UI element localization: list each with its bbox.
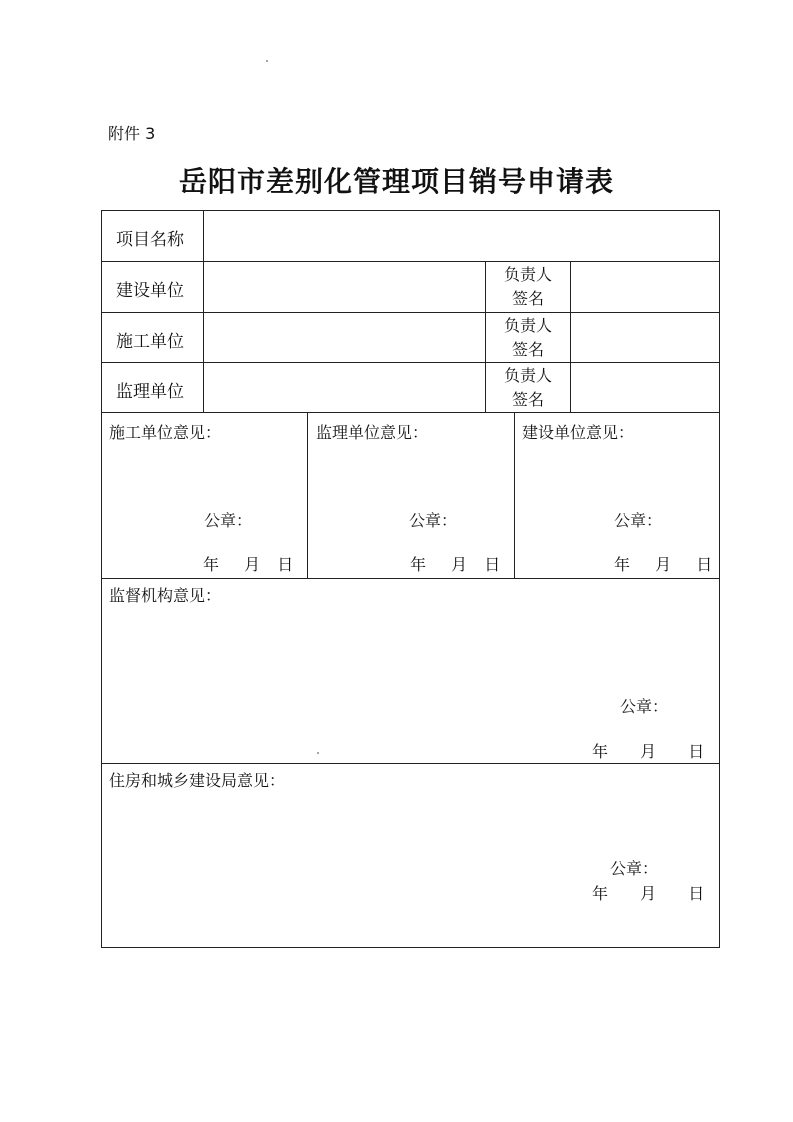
- date-month: 月: [640, 742, 657, 761]
- table-border-bottom: [101, 947, 720, 948]
- owner-seal-label: 公章：: [614, 511, 663, 530]
- owner-unit-field[interactable]: [205, 263, 484, 311]
- signer-label-line: 签名: [511, 289, 544, 308]
- housing-bureau-date: [592, 881, 704, 904]
- contractor-date: [203, 552, 293, 575]
- contractor-unit-label: 施工单位: [116, 332, 184, 352]
- supervisor-signer-label: [486, 364, 570, 412]
- date-year: 年: [592, 884, 609, 903]
- table-border-right: [719, 210, 720, 947]
- label-column-divider: [203, 210, 204, 412]
- signer-label-line: 签名: [511, 340, 544, 359]
- owner-signer-label: [486, 263, 570, 311]
- signer-label-line: 签名: [511, 390, 544, 409]
- date-day: 日: [696, 555, 713, 574]
- date-day: 日: [688, 884, 705, 903]
- opinion-column-divider: [514, 412, 515, 578]
- contractor-unit-field[interactable]: [205, 314, 484, 361]
- owner-signature-field[interactable]: [572, 263, 718, 311]
- row-divider: [101, 362, 720, 363]
- signer-label-line: 负责人: [503, 265, 552, 284]
- date-day: 日: [484, 555, 501, 574]
- table-border-left: [101, 210, 102, 947]
- date-month: 月: [244, 555, 261, 574]
- owner-date: [614, 552, 712, 575]
- date-month: 月: [655, 555, 672, 574]
- row-divider: [101, 412, 720, 413]
- contractor-signature-field[interactable]: [572, 314, 718, 361]
- row-divider: [101, 763, 720, 764]
- date-year: 年: [203, 555, 220, 574]
- supervisor-unit-label: 监理单位: [116, 382, 184, 402]
- date-year: 年: [592, 742, 609, 761]
- housing-bureau-seal-label: 公章：: [610, 859, 659, 878]
- attachment-label: 附件 3: [108, 124, 156, 143]
- contractor-opinion-label: 施工单位意见：: [109, 423, 222, 442]
- owner-unit-label: 建设单位: [116, 281, 184, 301]
- row-divider: [101, 312, 720, 313]
- date-year: 年: [614, 555, 631, 574]
- contractor-seal-label: 公章：: [204, 511, 253, 530]
- supervision-agency-date: [592, 739, 704, 762]
- project-name-label: 项目名称: [116, 230, 184, 250]
- signer-label-line: 负责人: [503, 366, 552, 385]
- supervision-agency-seal-label: 公章：: [620, 697, 669, 716]
- date-day: 日: [277, 555, 294, 574]
- signer-label-line: 负责人: [503, 316, 552, 335]
- scan-speck: [317, 752, 319, 754]
- opinion-column-divider: [307, 412, 308, 578]
- signer-column-divider: [570, 261, 571, 412]
- date-month: 月: [640, 884, 657, 903]
- date-day: 日: [688, 742, 705, 761]
- scan-speck: [266, 60, 268, 62]
- table-border-top: [101, 210, 720, 211]
- project-name-field[interactable]: [205, 212, 717, 260]
- housing-bureau-opinion-label: 住房和城乡建设局意见：: [109, 771, 286, 790]
- row-divider: [101, 261, 720, 262]
- supervisor-unit-field[interactable]: [205, 364, 484, 411]
- supervisor-signature-field[interactable]: [572, 364, 718, 411]
- supervision-agency-opinion-label: 监督机构意见：: [109, 586, 222, 605]
- supervisor-opinion-label: 监理单位意见：: [316, 423, 429, 442]
- owner-opinion-label: 建设单位意见：: [522, 423, 635, 442]
- page-title: 岳阳市差别化管理项目销号申请表: [178, 165, 614, 198]
- supervisor-seal-label: 公章：: [409, 511, 458, 530]
- row-divider: [101, 578, 720, 579]
- supervisor-date: [410, 552, 500, 575]
- contractor-signer-label: [486, 314, 570, 362]
- date-year: 年: [410, 555, 427, 574]
- date-month: 月: [451, 555, 468, 574]
